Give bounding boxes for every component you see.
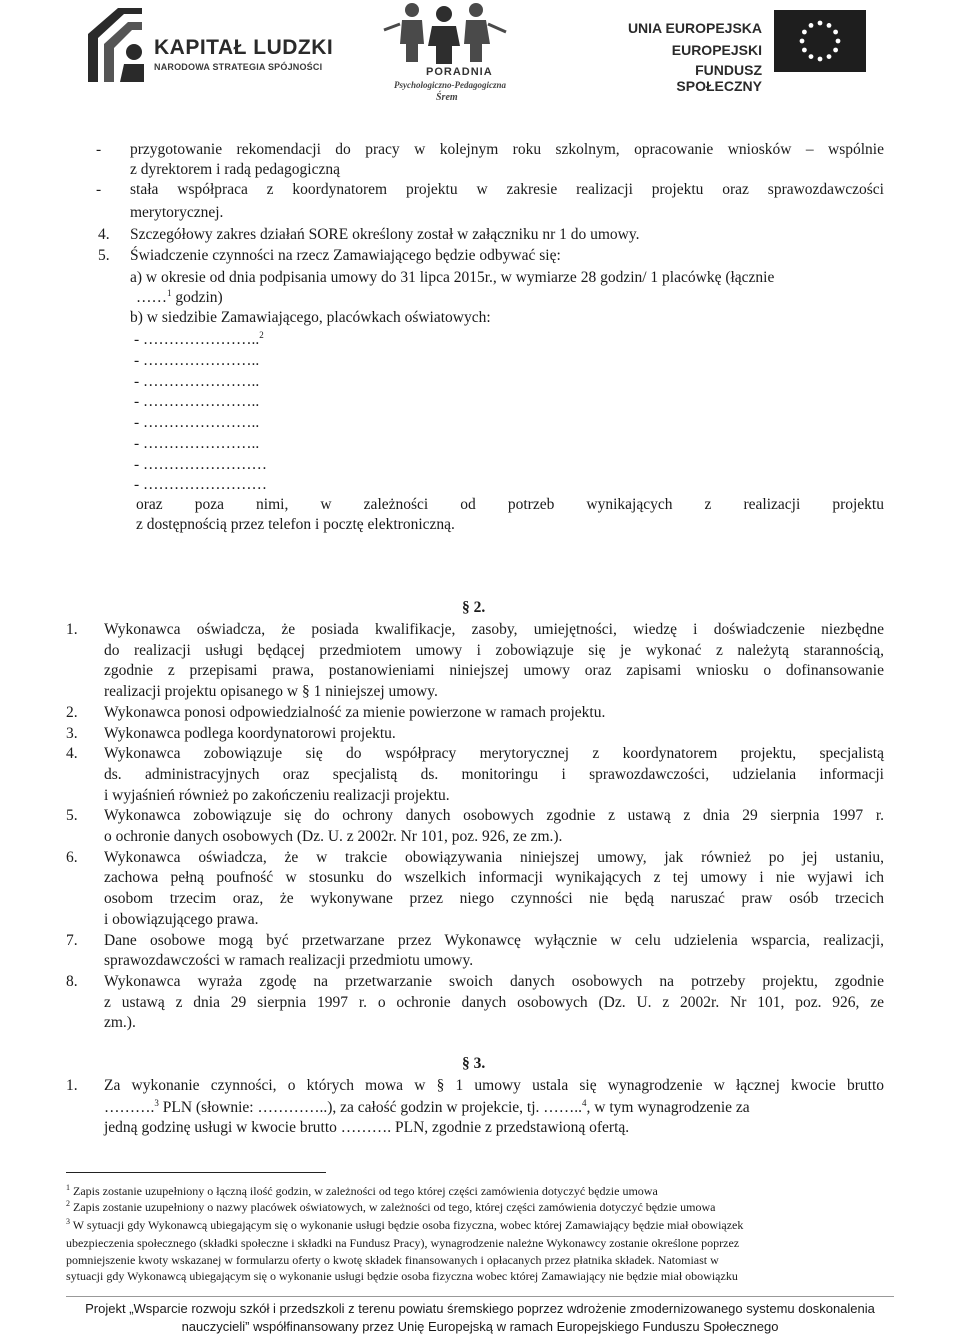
s2-item-8-number: 8. — [66, 972, 78, 990]
footnote-1: $^1$ Zapis zostanie uzupełniony o łączną ilość godzin, w zależności od tego której części zamówienia dotyczyć będzie umowa — [66, 1183, 658, 1198]
s2-item-4-line-3: i wyjaśnień również po zakończeniu realizacji projektu. — [104, 786, 450, 804]
s2-item-2-line-1: Wykonawca ponosi odpowiedzialność za mienie powierzone w ramach projektu. — [104, 703, 606, 721]
footnote-ref-4: 4 — [582, 1097, 587, 1108]
oraz-line-1: oraz poza nimi, w zależności od potrzeb wynikających z realizacji projektu — [136, 496, 884, 513]
poradnia-city: Śrem — [436, 92, 458, 103]
list-dash-1: - — [96, 141, 102, 158]
s2-item-3-number: 3. — [66, 724, 78, 742]
s2-item-6-line-3: osobom trzecim oraz, że wykonywane przez niego czynności nie będą naruszać praw osób trzecich — [104, 890, 884, 908]
kapital-ludzki-subtitle: NARODOWA STRATEGIA SPÓJNOŚCI — [154, 62, 323, 72]
page-header — [0, 0, 960, 112]
footnote-ref-1: 1 — [167, 287, 172, 298]
s2-item-4-line-1: Wykonawca zobowiązuje się do współpracy merytorycznej z koordynatorem projektu, specjalistą — [104, 745, 884, 763]
s2-item-1-number: 1. — [66, 621, 78, 638]
s2-item-8-line-2: z ustawą z dnia 29 sierpnia 1997 r. o ochronie danych osobowych (Dz. U. z 2002r. Nr 101, poz. 926, ze — [104, 993, 884, 1011]
facility-line: - …………………… — [134, 476, 268, 493]
oraz-line-2: z dostępnością przez telefon i pocztę elektroniczną. — [136, 516, 455, 533]
facility-line: - ………………….. — [134, 393, 260, 410]
footnote-3: $^3$ W sytuacji gdy Wykonawcą ubiegającym się o wykonanie usługi będzie osoba fizyczna, wobec której Zamawiający będzie miał obowiązek — [66, 1217, 744, 1232]
s2-item-5-line-1: Wykonawca zobowiązuje się do ochrony danych osobowych zgodnie z ustawą z dnia 29 sierpnia 1997 r. — [104, 807, 884, 825]
footnote-separator — [66, 1172, 326, 1173]
s2-item-4-number: 4. — [66, 745, 78, 763]
s2-item-7-line-1: Dane osobowe mogą być przetwarzane przez Wykonawcę wyłącznie w celu udzielenia wsparcia, realizacji, — [104, 931, 884, 949]
s2-item-1-line-3: zgodnie z przepisami prawa, postanowieniami niniejszej umowy oraz zapisami wniosku o dofinansowanie — [104, 662, 884, 680]
s3-item-1-line-2: ……….$^3$ PLN (słownie: …………..), za całość godzin w projekcie, tj. ……..$^4$, w tym wynagrodzenie za — [104, 1097, 750, 1116]
s2-item-6-line-4: i obowiązującego prawa. — [104, 910, 259, 928]
poradnia-subtitle: Psychologiczno-Pedagogiczna — [394, 80, 506, 90]
footnote-ref-2: 2 — [259, 329, 264, 340]
footer-line-1: Projekt „Wsparcie rozwoju szkół i przedszkoli z terenu powiatu śremskiego poprzez wdrożenie zmodernizowanego systemu doskonalenia — [85, 1301, 875, 1316]
facility-line: - …………………… — [134, 456, 268, 473]
s2-item-1-line-2: do realizacji usługi będącej przedmiotem umowy i zobowiązuje się je wykonać z należytą starannością, — [104, 641, 884, 659]
intro-dash2-line1: stała współpraca z koordynatorem projektu w zakresie realizacji projektu oraz sprawozdawczości — [130, 181, 884, 198]
s3-item-1-line-3: jedną godzinę usługi w kwocie brutto ………. PLN, zgodnie z przedstawioną ofertą. — [104, 1119, 630, 1136]
footer-line-2: nauczycieli” współfinansowany przez Unię Europejską w ramach Europejskiego Funduszu Społecznego — [181, 1319, 779, 1334]
point-4-text: Szczegółowy zakres działań SORE określony został w załączniku nr 1 do umowy. — [130, 226, 640, 243]
item-a-text: a) w okresie od dnia podpisania umowy do 31 lipca 2015r., w wymiarze 28 godzin/ 1 placówkę (łącznie — [130, 269, 775, 286]
footnote-3-line-4: sytuacji gdy Wykonawcą ubiegającym się o wykonanie usługi będzie osoba fizyczna wobec której Zamawiający nie będzie miał obowiązku — [66, 1269, 738, 1283]
s2-item-5-number: 5. — [66, 807, 78, 825]
s2-item-2-number: 2. — [66, 703, 78, 721]
s2-item-8-line-3: zm.). — [104, 1014, 136, 1032]
s2-item-7-number: 7. — [66, 931, 78, 949]
footnote-2: $^2$ Zapis zostanie uzupełniony o nazwy placówek oświatowych, w zależności od tego, której części zamówienia dotyczyć będzie umowa — [66, 1199, 716, 1214]
kapital-ludzki-title: KAPITAŁ LUDZKI — [154, 36, 334, 59]
s2-item-4-line-2: ds. administracyjnych oraz specjalistą ds. monitoringu i sprawozdawczości, udzielania informacji — [104, 765, 884, 783]
kapital-ludzki-logo — [84, 4, 344, 84]
facility-line: - ………………….. — [134, 352, 260, 369]
poradnia-logo — [378, 0, 518, 106]
eu-flag-icon — [774, 10, 866, 72]
point-4-number: 4. — [98, 226, 110, 243]
footnote-3-line-2: ubezpieczenia społecznego (składki społeczne i składki na Fundusz Pracy), wynagrodzenie należne Wykonawcy zostanie określone poprzez — [66, 1236, 740, 1250]
s2-item-6-line-1: Wykonawca oświadcza, że w trakcie obowiązywania niniejszej umowy, jak również po jej ustaniu, — [104, 848, 884, 866]
section-2-heading: § 2. — [462, 599, 486, 616]
intro-dash2-line2: merytorycznej. — [130, 204, 224, 221]
s2-item-6-line-2: zachowa pełną poufność w stosunku do wszelkich informacji wynikających z tej umowy i nie wyjawi ich — [104, 869, 884, 887]
list-dash-2: - — [96, 181, 102, 198]
unia-europejska-logo — [612, 10, 912, 94]
s2-item-6-number: 6. — [66, 848, 78, 866]
kapital-ludzki-emblem-icon — [84, 4, 146, 82]
s2-item-3-line-1: Wykonawca podlega koordynatorowi projektu. — [104, 724, 396, 742]
ue-line-1: UNIA EUROPEJSKA — [627, 20, 762, 36]
s2-item-1-line-4: realizacji projektu opisanego w § 1 niniejszej umowy. — [104, 683, 438, 701]
point-5-number: 5. — [98, 247, 110, 264]
facility-line: - ………………….. — [134, 435, 260, 452]
intro-dash1-line1: przygotowanie rekomendacji do pracy w kolejnym roku szkolnym, opracowanie wniosków – wspólnie — [130, 141, 884, 158]
item-a-continuation: ……$^1$ godzin) — [136, 287, 223, 306]
section-3-heading: § 3. — [462, 1055, 486, 1072]
point-5-text: Świadczenie czynności na rzecz Zamawiającego będzie odbywać się: — [130, 247, 561, 264]
s2-item-8-line-1: Wykonawca wyraża zgodę na przetwarzanie swoich danych osobowych na potrzeby projektu, zgodnie — [104, 972, 884, 990]
ue-line-3: FUNDUSZ SPOŁECZNY — [676, 62, 762, 94]
facility-line: - ………………….. — [134, 414, 260, 431]
s2-item-1-line-1: Wykonawca oświadcza, że posiada kwalifikacje, zasoby, umiejętności, wiedzę i doświadczenie niezbędne — [104, 621, 884, 638]
facility-line: - …………………..$^2$ — [134, 329, 264, 348]
footnote-3-line-3: pomniejszenie kwoty wskazanej w formularzu oferty o kwotę składek finansowanych i opłacanych przez płatnika składek. Natomiast w — [66, 1253, 719, 1267]
intro-dash1-line2: z dyrektorem i radą pedagogiczną — [130, 161, 341, 178]
facility-line: - ………………….. — [134, 373, 260, 390]
poradnia-title: PORADNIA — [426, 66, 493, 78]
s2-item-5-line-2: o ochronie danych osobowych (Dz. U. z 2002r. Nr 101, poz. 926, ze zm.). — [104, 828, 563, 845]
s3-item-1-number: 1. — [66, 1077, 78, 1094]
ue-line-2: EUROPEJSKI — [671, 42, 762, 58]
item-b-text: b) w siedzibie Zamawiającego, placówkach oświatowych: — [130, 309, 491, 326]
footer-separator — [66, 1296, 894, 1297]
footnote-ref-3: 3 — [154, 1097, 159, 1108]
s2-item-7-line-2: sprawozdawczości w ramach realizacji przedmiotu umowy. — [104, 952, 474, 970]
children-figures-icon — [378, 0, 518, 66]
s3-item-1-line-1: Za wykonanie czynności, o których mowa w § 1 umowy ustala się wynagrodzenie w łącznej kwocie brutto — [104, 1077, 884, 1094]
